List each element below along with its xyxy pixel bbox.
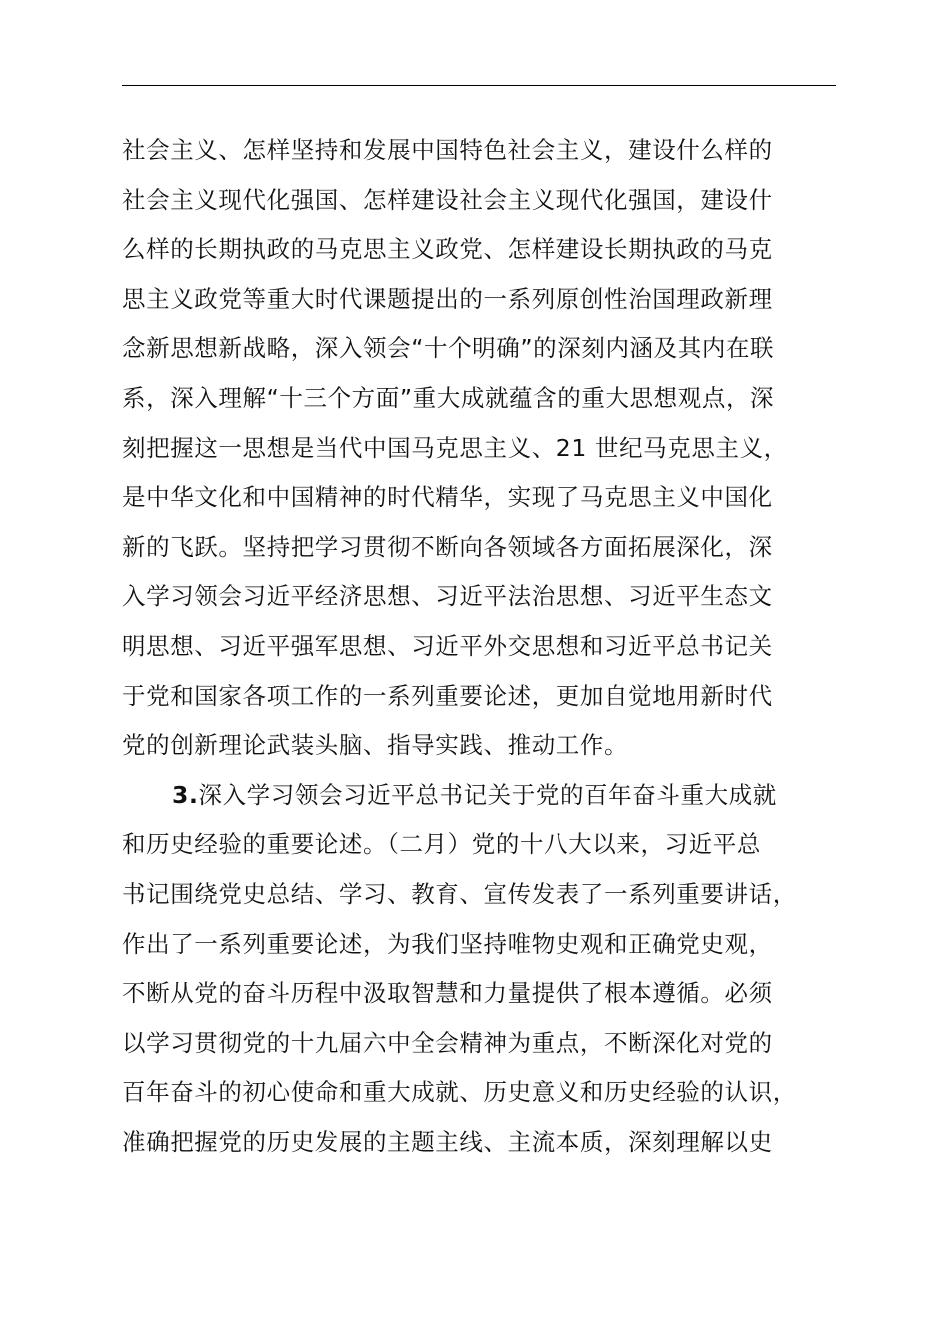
text-line: 和历史经验的重要论述。（二月）党的十八大以来，习近平总: [122, 830, 761, 859]
body-text: [122, 126, 862, 1167]
text-line: 入学习领会习近平经济思想、习近平法治思想、习近平生态文: [122, 582, 773, 611]
header-rule: [122, 85, 836, 86]
text-line: 社会主义现代化强国、怎样建设社会主义现代化强国，建设什: [122, 185, 773, 214]
text-line: 党的创新理论武装头脑、指导实践、推动工作。: [122, 731, 629, 760]
text-line: 明思想、习近平强军思想、习近平外交思想和习近平总书记关: [122, 631, 773, 660]
text-line: 思主义政党等重大时代课题提出的一系列原创性治国理政新理: [122, 284, 773, 313]
text-line: 作出了一系列重要论述，为我们坚持唯物史观和正确党史观，: [122, 929, 773, 958]
text-line: 么样的长期执政的马克思主义政党、怎样建设长期执政的马克: [122, 235, 773, 264]
text-line: 念新思想新战略，深入领会“十个明确”的深刻内涵及其内在联: [122, 334, 775, 363]
section-3-heading-line: [122, 771, 862, 821]
text-line: 百年奋斗的初心使命和重大成就、历史意义和历史经验的认识，: [122, 1078, 797, 1107]
text-line: 新的飞跃。坚持把学习贯彻不断向各领域各方面拓展深化，深: [122, 532, 773, 561]
text-line: 社会主义、怎样坚持和发展中国特色社会主义，建设什么样的: [122, 136, 773, 164]
text-line: 刻把握这一思想是当代中国马克思主义、21 世纪马克思主义，: [122, 433, 788, 462]
text-line: 准确把握党的历史发展的主题主线、主流本质，深刻理解以史: [122, 1127, 773, 1156]
text-line: 系，深入理解“十三个方面”重大成就蕴含的重大思想观点，深: [122, 383, 775, 412]
text-line: 以学习贯彻党的十九届六中全会精神为重点，不断深化对党的: [122, 1028, 773, 1057]
section-number: 3.: [172, 780, 199, 809]
text-line: 于党和国家各项工作的一系列重要论述，更加自觉地用新时代: [122, 681, 773, 710]
text-line: 书记围绕党史总结、学习、教育、宣传发表了一系列重要讲话，: [122, 879, 797, 908]
text-line: 是中华文化和中国精神的时代精华，实现了马克思主义中国化: [122, 483, 773, 512]
text-line: 不断从党的奋斗历程中汲取智慧和力量提供了根本遵循。必须: [122, 979, 773, 1008]
section-3-first-line: 深入学习领会习近平总书记关于党的百年奋斗重大成就: [198, 780, 777, 809]
